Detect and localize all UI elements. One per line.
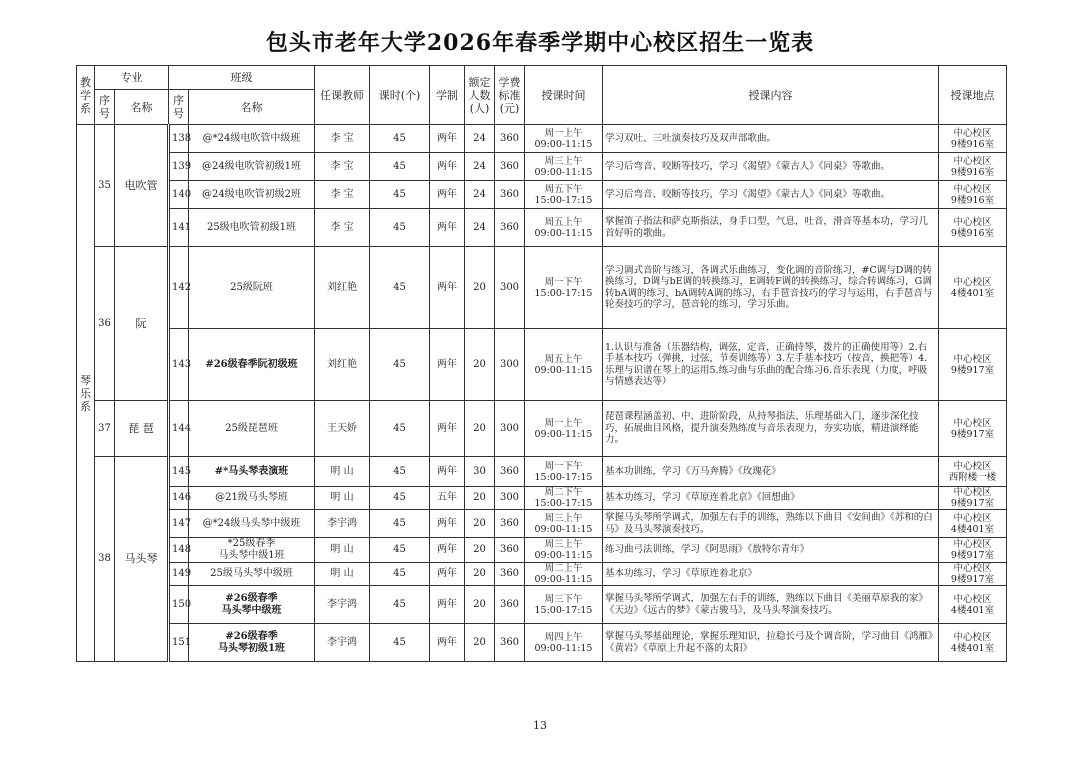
page-number: 13 [533,719,547,732]
hours: 45 [370,153,430,181]
fee: 360 [495,510,525,538]
quota: 20 [465,329,495,401]
quota: 24 [465,125,495,153]
header-major-no: 序号 [95,90,115,125]
class-no: 148 [169,538,189,563]
class-location: 中心校区 4楼401室 [939,510,1007,538]
teacher: 明 山 [315,563,370,586]
teacher: 李 宝 [315,181,370,209]
class-name: @*24级电吹管中级班 [189,125,315,153]
header-location: 授课地点 [939,66,1007,125]
hours: 45 [370,510,430,538]
quota: 30 [465,457,495,487]
class-no: 150 [169,586,189,624]
class-content: 基本功训练，学习《万马奔腾》《玫瑰花》 [603,457,939,487]
header-duration: 学制 [430,66,465,125]
hours: 45 [370,563,430,586]
teacher: 李宇鸿 [315,624,370,662]
quota: 20 [465,510,495,538]
table-row [77,247,1007,329]
class-content: 学习调式音阶与练习，各调式乐曲练习，变化调的音阶练习，#C调与D调的转换练习，D调与bE调的转换练习，E调转F调的转换练习，综合转调练习，G调转bA调的练习，bA调转A调的练习，右手琶音技巧的学习与运用，右手琶音与轮奏技巧的学习，琶音轮的练习，学习乐曲。 [603,247,939,329]
major-no: 37 [95,401,115,457]
class-content: 琵琶课程涵盖初、中、进阶阶段，从持琴指法、乐理基础入门，逐步深化技巧，拓展曲目风格，提升演奏熟练度与音乐表现力，夯实功底，精进演绎能力。 [603,401,939,457]
class-location: 中心校区 9楼916室 [939,125,1007,153]
duration: 两年 [430,586,465,624]
duration: 两年 [430,329,465,401]
duration: 两年 [430,457,465,487]
header-class-name: 名称 [189,90,315,125]
hours: 45 [370,209,430,247]
quota: 20 [465,563,495,586]
header-fee: 学费标准(元) [495,66,525,125]
duration: 五年 [430,487,465,510]
class-name: *25级春季 马头琴中级1班 [189,538,315,563]
class-no: 146 [169,487,189,510]
teacher: 李 宝 [315,125,370,153]
department-label: 琴乐系 [80,373,91,413]
quota: 20 [465,401,495,457]
teacher: 明 山 [315,487,370,510]
class-time: 周五上午 09:00-11:15 [525,209,603,247]
class-time: 周一下午 15:00-17:15 [525,247,603,329]
major-name: 琵 琶 [115,401,169,457]
fee: 300 [495,329,525,401]
class-content: 1.认识与准备（乐器结构，调弦，定音，正确持琴，拨片的正确使用等）2.右手基本技巧（弹挑，过弦，节奏训练等）3.左手基本技巧（按音，换把等）4.乐理与识谱在琴上的运用5.练习曲与乐曲的配合练习6.音乐表现（力度，呼吸与情感表达等） [603,329,939,401]
enrollment-table [76,65,1007,662]
class-name: 25级琵琶班 [189,401,315,457]
table-row [77,586,1007,624]
teacher: 明 山 [315,538,370,563]
hours: 45 [370,247,430,329]
fee: 360 [495,563,525,586]
class-content: 掌握马头琴所学调式，加强左右手的训练，熟练以下曲目《安间曲》《苏和的白马》及马头琴演奏技巧。 [603,510,939,538]
table-row [77,563,1007,586]
hours: 45 [370,538,430,563]
class-location: 中心校区 9楼916室 [939,209,1007,247]
quota: 20 [465,247,495,329]
teacher: 李 宝 [315,153,370,181]
major-no: 35 [95,125,115,247]
teacher: 明 山 [315,457,370,487]
header-time: 授课时间 [525,66,603,125]
class-content: 学习后弯音、咬断等技巧，学习《渴望》《蒙古人》《同桌》等歌曲。 [603,181,939,209]
class-no: 147 [169,510,189,538]
header-major-name: 名称 [115,90,169,125]
header-class-no: 序号 [169,90,189,125]
header-hours: 课时(个) [370,66,430,125]
class-no: 142 [169,247,189,329]
class-name: #26级春季 马头琴中级班 [189,586,315,624]
class-no: 141 [169,209,189,247]
class-location: 中心校区 4楼401室 [939,586,1007,624]
hours: 45 [370,487,430,510]
hours: 45 [370,329,430,401]
table-row [77,457,1007,487]
table-row [77,401,1007,457]
class-time: 周一下午 15:00-17:15 [525,457,603,487]
class-no: 143 [169,329,189,401]
duration: 两年 [430,125,465,153]
class-name: #26级春季阮初级班 [189,329,315,401]
duration: 两年 [430,563,465,586]
class-no: 151 [169,624,189,662]
quota: 20 [465,487,495,510]
fee: 300 [495,487,525,510]
class-name: @24级电吹管初级1班 [189,153,315,181]
teacher: 王天娇 [315,401,370,457]
class-name: 25级阮班 [189,247,315,329]
fee: 300 [495,401,525,457]
hours: 45 [370,181,430,209]
duration: 两年 [430,401,465,457]
class-content: 掌握马头琴所学调式，加强左右手的训练，熟练以下曲目《美丽草原我的家》《天边》《远古的梦》《蒙古骏马》，及马头琴演奏技巧。 [603,586,939,624]
class-time: 周五下午 15:00-17:15 [525,181,603,209]
duration: 两年 [430,510,465,538]
quota: 20 [465,586,495,624]
teacher: 李 宝 [315,209,370,247]
class-time: 周三上午 09:00-11:15 [525,538,603,563]
quota: 24 [465,181,495,209]
table-row [77,510,1007,538]
table-row [77,538,1007,563]
table-row [77,153,1007,181]
class-time: 周五上午 09:00-11:15 [525,329,603,401]
fee: 360 [495,153,525,181]
fee: 360 [495,586,525,624]
duration: 两年 [430,181,465,209]
department-cell [77,125,95,662]
class-no: 144 [169,401,189,457]
class-no: 139 [169,153,189,181]
quota: 20 [465,538,495,563]
class-content: 掌握笛子指法和萨克斯指法，身手口型，气息，吐音，滑音等基本功，学习几首好听的歌曲。 [603,209,939,247]
class-no: 140 [169,181,189,209]
class-location: 中心校区 9楼917室 [939,487,1007,510]
fee: 360 [495,209,525,247]
table-row [77,624,1007,662]
header-content: 授课内容 [603,66,939,125]
class-content: 学习双吐、三吐演奏技巧及双声部歌曲。 [603,125,939,153]
page-title: 包头市老年大学2026年春季学期中心校区招生一览表 [265,30,815,56]
class-name: 25级马头琴中级班 [189,563,315,586]
class-name: #*马头琴表演班 [189,457,315,487]
table-row [77,329,1007,401]
class-no: 138 [169,125,189,153]
class-time: 周三上午 09:00-11:15 [525,153,603,181]
hours: 45 [370,125,430,153]
hours: 45 [370,624,430,662]
class-location: 中心校区 9楼917室 [939,538,1007,563]
header-dept-label: 教学系 [80,75,91,115]
class-location: 中心校区 9楼917室 [939,563,1007,586]
class-time: 周二上午 09:00-11:15 [525,563,603,586]
class-location: 中心校区 西附楼一楼 [939,457,1007,487]
hours: 45 [370,401,430,457]
table-row [77,125,1007,153]
class-time: 周二下午 15:00-17:15 [525,487,603,510]
class-location: 中心校区 9楼917室 [939,401,1007,457]
header-teacher: 任课教师 [315,66,370,125]
class-name: @24级电吹管初级2班 [189,181,315,209]
class-content: 基本功练习，学习《草原连着北京》《回想曲》 [603,487,939,510]
table-row [77,487,1007,510]
class-location: 中心校区 9楼916室 [939,153,1007,181]
duration: 两年 [430,247,465,329]
class-name: @21级马头琴班 [189,487,315,510]
header-major: 专业 [95,66,169,90]
quota: 24 [465,153,495,181]
fee: 300 [495,247,525,329]
header-class: 班级 [169,66,315,90]
class-time: 周四上午 09:00-11:15 [525,624,603,662]
class-time: 周三下午 15:00-17:15 [525,586,603,624]
major-name: 阮 [115,247,169,401]
major-no: 36 [95,247,115,401]
major-name: 电吹管 [115,125,169,247]
major-no: 38 [95,457,115,662]
table-body [77,125,1007,662]
fee: 360 [495,624,525,662]
class-location: 中心校区 4楼401室 [939,247,1007,329]
class-content: 掌握马头琴基础理论，掌握乐理知识，拉稳长弓及个调音阶，学习曲目《鸿雁》《黄岩》《草原上升起不落的太阳》 [603,624,939,662]
hours: 45 [370,586,430,624]
class-time: 周一上午 09:00-11:15 [525,125,603,153]
major-name: 马头琴 [115,457,169,662]
teacher: 李宇鸿 [315,510,370,538]
teacher: 李宇鸿 [315,586,370,624]
class-location: 中心校区 9楼916室 [939,181,1007,209]
header-dept [77,66,95,125]
class-name: 25级电吹管初级1班 [189,209,315,247]
fee: 360 [495,125,525,153]
quota: 24 [465,209,495,247]
teacher: 刘红艳 [315,247,370,329]
duration: 两年 [430,538,465,563]
teacher: 刘红艳 [315,329,370,401]
class-name: @*24级马头琴中级班 [189,510,315,538]
table-row [77,209,1007,247]
duration: 两年 [430,209,465,247]
hours: 45 [370,457,430,487]
fee: 360 [495,181,525,209]
class-location: 中心校区 9楼917室 [939,329,1007,401]
class-time: 周一上午 09:00-11:15 [525,401,603,457]
fee: 360 [495,457,525,487]
class-no: 149 [169,563,189,586]
class-content: 练习曲弓法训练，学习《阿思雨》《敖特尔青年》 [603,538,939,563]
quota: 20 [465,624,495,662]
duration: 两年 [430,624,465,662]
class-content: 学习后弯音、咬断等技巧，学习《渴望》《蒙古人》《同桌》等歌曲。 [603,153,939,181]
table-row [77,181,1007,209]
duration: 两年 [430,153,465,181]
class-content: 基本功练习，学习《草原连着北京》 [603,563,939,586]
fee: 360 [495,538,525,563]
class-time: 周三上午 09:00-11:15 [525,510,603,538]
header-quota: 额定人数(人) [465,66,495,125]
class-no: 145 [169,457,189,487]
class-location: 中心校区 4楼401室 [939,624,1007,662]
class-name: #26级春季 马头琴初级1班 [189,624,315,662]
